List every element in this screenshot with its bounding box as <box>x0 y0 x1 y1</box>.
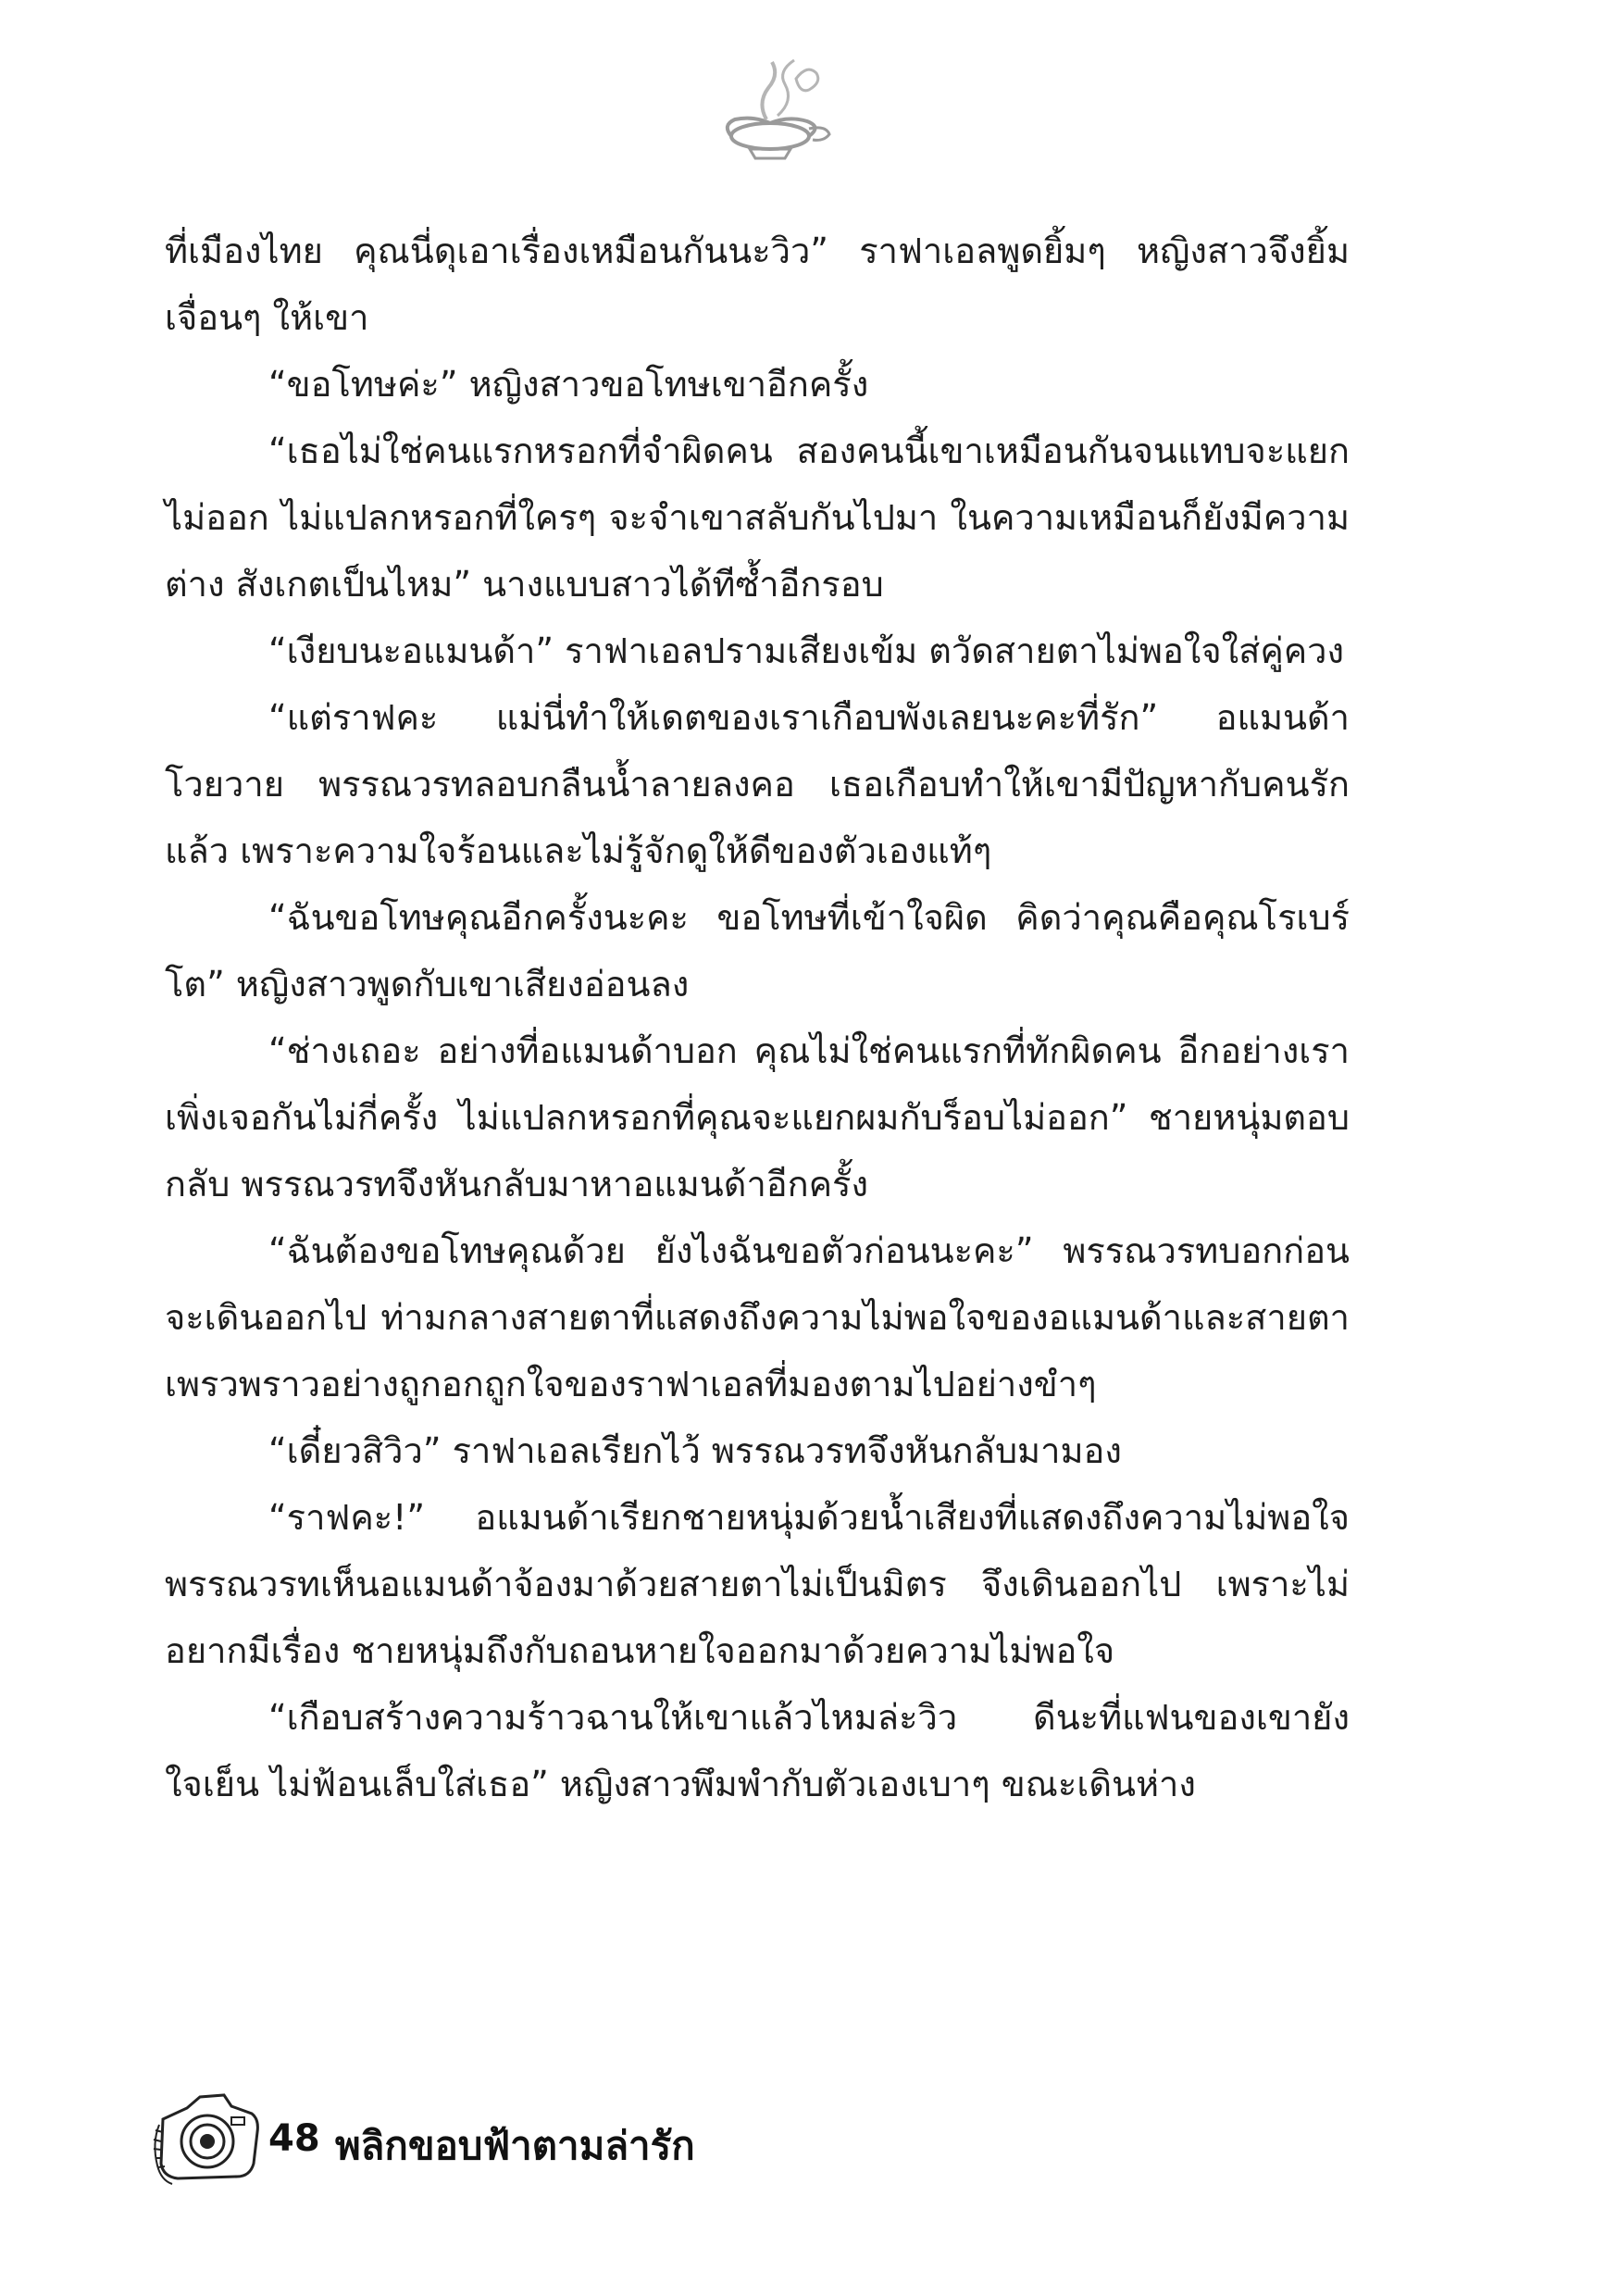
paragraph: “เงียบนะอแมนด้า” ราฟาเอลปรามเสียงเข้ม ตวัดสายตาไม่พอใจใส่คู่ควง <box>268 630 1345 671</box>
paragraph: “เดี๋ยวสิวิว” ราฟาเอลเรียกไว้ พรรณวรทจึงหันกลับมามอง <box>268 1430 1122 1471</box>
paragraph: “ขอโทษค่ะ” หญิงสาวขอโทษเขาอีกครั้ง <box>268 364 869 405</box>
book-title: พลิกขอบฟ้าตามล่ารัก <box>335 2123 695 2168</box>
paragraph: “ฉันต้องขอโทษคุณด้วย ยังไงฉันขอตัวก่อนนะคะ” พรรณวรทบอกก่อนจะเดินออกไป ท่ามกลางสายตาที่แสดงถึงความไม่พอใจของอแมนด้าและสายตาเพรวพราวอย่างถูกอกถูกใจของราฟาเอลที่มองตามไปอย่างขำๆ <box>165 1230 1350 1404</box>
page-footer <box>150 2088 890 2190</box>
magic-lamp-ornament-icon <box>713 51 833 167</box>
page-number: 48 <box>268 2117 320 2160</box>
paragraph: “เกือบสร้างความร้าวฉานให้เขาแล้วไหมล่ะวิว ดีนะที่แฟนของเขายังใจเย็น ไม่ฟ้อนเล็บใส่เธอ” หญิงสาวพึมพำกับตัวเองเบาๆ ขณะเดินห่าง <box>165 1697 1350 1804</box>
body-text <box>165 218 1350 1817</box>
paragraph: ที่เมืองไทย คุณนี่ดุเอาเรื่องเหมือนกันนะวิว” ราฟาเอลพูดยิ้มๆ หญิงสาวจึงยิ้มเจื่อนๆ ให้เขา <box>165 231 1350 338</box>
paragraph: “ฉันขอโทษคุณอีกครั้งนะคะ ขอโทษที่เข้าใจผิด คิดว่าคุณคือคุณโรเบร์โต” หญิงสาวพูดกับเขาเสียงอ่อนลง <box>165 897 1350 1004</box>
paragraph: “เธอไม่ใช่คนแรกหรอกที่จำผิดคน สองคนนี้เขาเหมือนกันจนแทบจะแยกไม่ออก ไม่แปลกหรอกที่ใครๆ จะจำเขาสลับกันไปมา ในความเหมือนก็ยังมีความต่าง สังเกตเป็นไหม” นางแบบสาวได้ทีซ้ำอีกรอบ <box>165 430 1350 605</box>
camera-icon <box>150 2088 270 2190</box>
paragraph: “ราฟคะ!” อแมนด้าเรียกชายหนุ่มด้วยน้ำเสียงที่แสดงถึงความไม่พอใจ พรรณวรทเห็นอแมนด้าจ้องมาด้วยสายตาไม่เป็นมิตร จึงเดินออกไป เพราะไม่อยากมีเรื่อง ชายหนุ่มถึงกับถอนหายใจออกมาด้วยความไม่พอใจ <box>165 1497 1350 1671</box>
paragraph: “แต่ราฟคะ แม่นี่ทำให้เดตของเราเกือบพังเลยนะคะที่รัก” อแมนด้าโวยวาย พรรณวรทลอบกลืนน้ำลายลงคอ เธอเกือบทำให้เขามีปัญหากับคนรักแล้ว เพราะความใจร้อนและไม่รู้จักดูให้ดีของตัวเองแท้ๆ <box>165 697 1350 871</box>
paragraph: “ช่างเถอะ อย่างที่อแมนด้าบอก คุณไม่ใช่คนแรกที่ทักผิดคน อีกอย่างเราเพิ่งเจอกันไม่กี่ครั้ง ไม่แปลกหรอกที่คุณจะแยกผมกับร็อบไม่ออก” ชายหนุ่มตอบกลับ พรรณวรทจึงหันกลับมาหาอแมนด้าอีกครั้ง <box>165 1030 1350 1204</box>
